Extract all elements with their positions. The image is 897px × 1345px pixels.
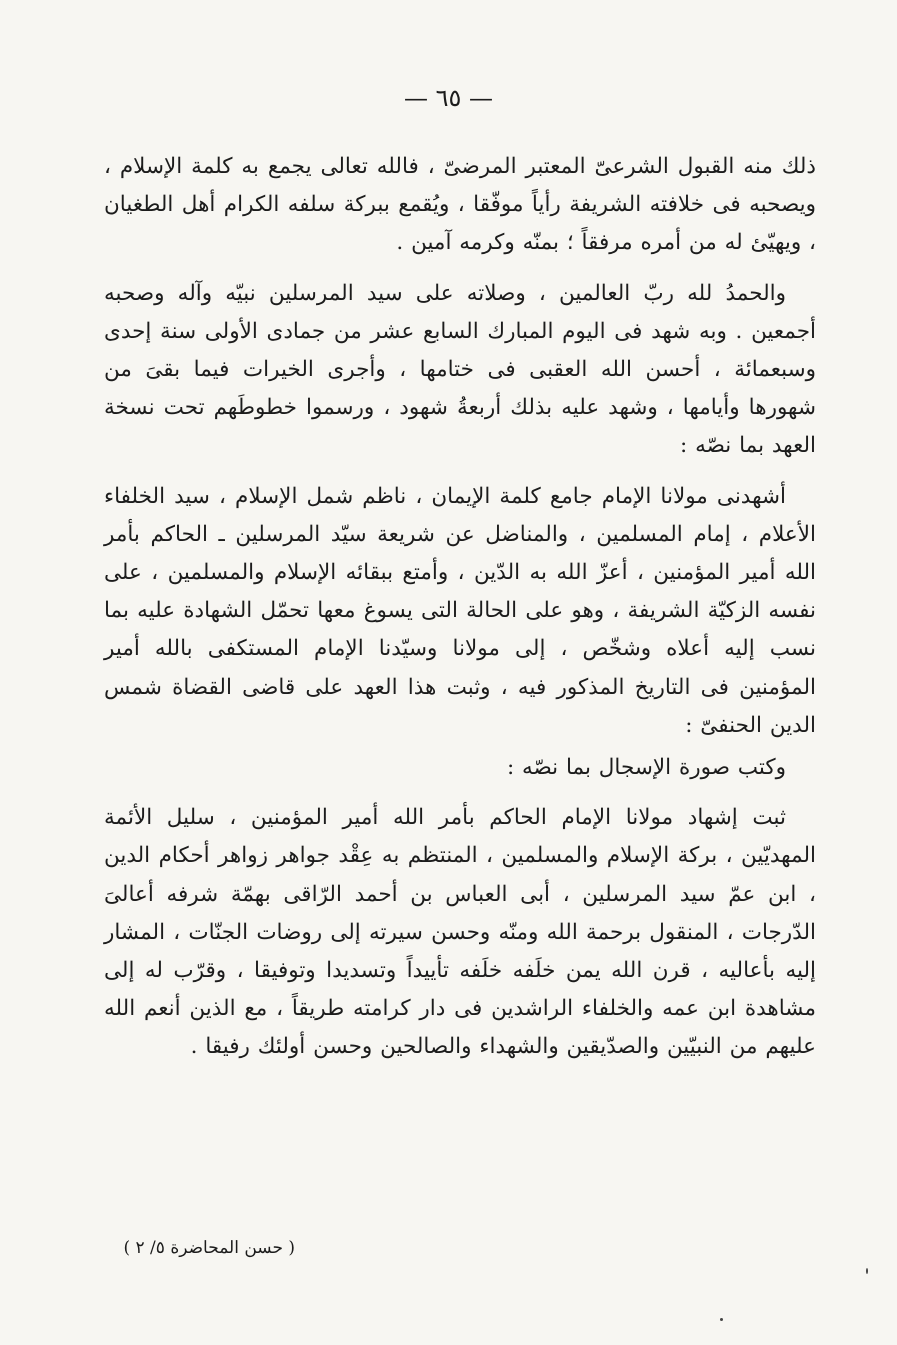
scan-speck — [720, 1318, 723, 1321]
paragraph: ذلك منه القبول الشرعىّ المعتبر المرضىّ ، فالله تعالى يجمع به كلمة الإسلام ، ويصحبه فى خلافته الشريفة رأياً موفّقا ، ويُقمع ببركة سلفه الكرام أهل الطغيان ، ويهيّئ له من أمره مرفقاً ؛ بمنّه وكرمه آمين . — [104, 154, 816, 256]
page-number: — ٦٥ — — [403, 84, 494, 112]
body-text — [104, 148, 816, 1079]
paragraph: ثبت إشهاد مولانا الإمام الحاكم بأمر الله أمير المؤمنين ، سليل الأئمة المهديّين ، بركة الإسلام والمسلمين ، المنتظم به عِقْد جواهر زواهر أحكام الدين ، ابن عمّ سيد المرسلين ، أبى العباس بن أحمد الرّاقى بهمّة شرفه أعالىَ الدّرجات ، المنقول برحمة الله ومنّه وحسن سيرته إلى روضات الجنّات ، المشار إليه بأعاليه ، قرن الله يمن خلَفه خلَفه تأييداً وتسديدا وتوفيقا ، وقرّب له إلى مشاهدة ابن عمه والخلفاء الراشدين فى دار كرامته طريقاً ، مع الذين أنعم الله عليهم من النبيّين والصدّيقين والشهداء والصالحين وحسن أولئك رفيقا . — [104, 805, 816, 1060]
paragraph: أشهدنى مولانا الإمام جامع كلمة الإيمان ، ناظم شمل الإسلام ، سيد الخلفاء الأعلام ، إمام المسلمين ، والمناضل عن شريعة سيّد المرسلين ـ الحاكم بأمر الله أمير المؤمنين ، أعزّ الله به الدّين ، وأمتع ببقائه الإسلام والمسلمين ، على نفسه الزكيّة الشريفة ، وهو على الحالة التى يسوغ معها تحمّل الشهادة عليه بما نسب إليه أعلاه وشخّص ، إلى مولانا وسيّدنا الإمام المستكفى بالله أمير المؤمنين فى التاريخ المذكور فيه ، وثبت هذا العهد على قاضى القضاة شمس الدين الحنفىّ : — [104, 483, 817, 738]
paragraph: وكتب صورة الإسجال بما نصّه : — [506, 755, 786, 781]
scan-speck — [866, 1268, 868, 1274]
paragraph: والحمدُ لله ربّ العالمين ، وصلاته على سيد المرسلين نبيّه وآله وصحبه أجمعين . وبه شهد فى اليوم المبارك السابع عشر من جمادى الأولى سنة إحدى وسبعمائة ، أحسن الله العقبى فى ختامها ، وأجرى الخيرات فيما بقىَ من شهورها وأيامها ، وشهد عليه بذلك أربعةُ شهود ، ورسموا خطوطَهم تحت نسخة العهد بما نصّه : — [104, 280, 816, 459]
source-footnote: ( حسن المحاضرة ٥/ ٢ ) — [123, 1238, 295, 1258]
